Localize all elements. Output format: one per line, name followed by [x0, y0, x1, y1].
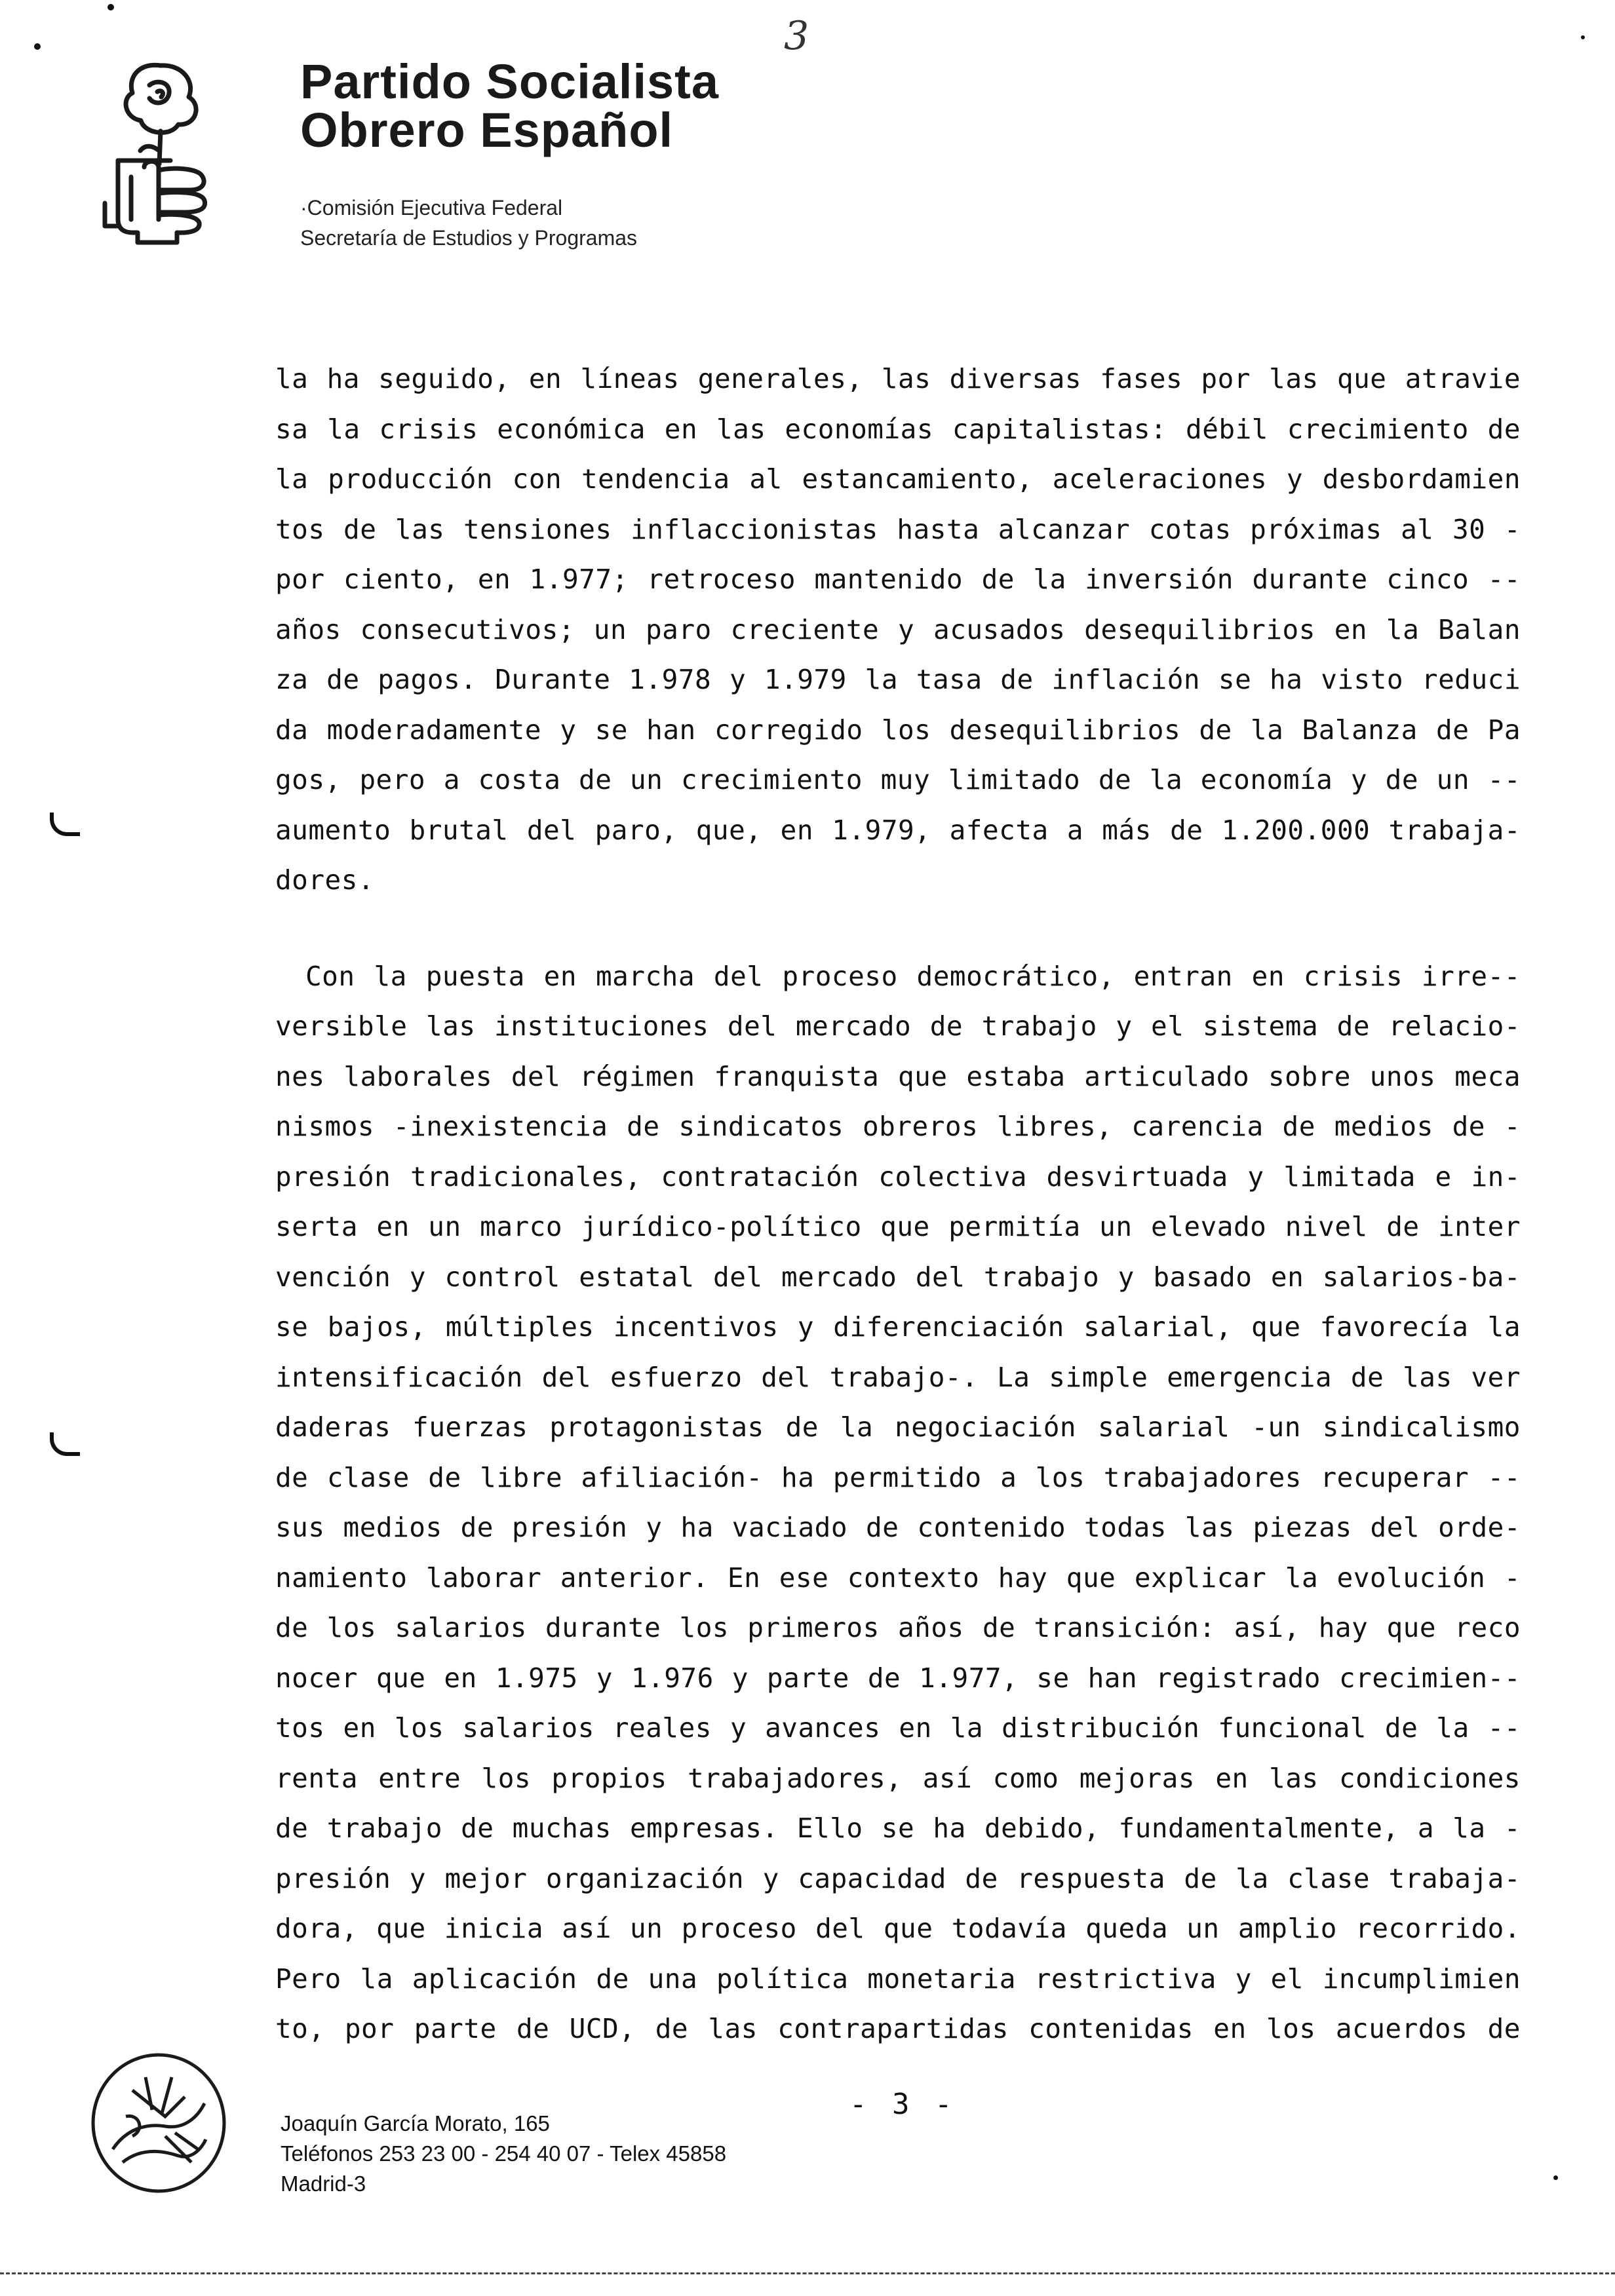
- seal-emblem-icon: [87, 2051, 231, 2195]
- department-block: [300, 193, 637, 253]
- text-line: dora, que inicia así un proceso del que todavía queda un amplio recorrido.: [275, 1913, 1521, 1944]
- text-line: de los salarios durante los primeros años de transición: así, hay que reco: [275, 1612, 1521, 1643]
- text-line: de clase de libre afiliación- ha permitido a los trabajadores recuperar --: [275, 1461, 1521, 1493]
- footer-address: [281, 2109, 726, 2199]
- text-line: to, por parte de UCD, de las contrapartidas contenidas en los acuerdos de: [275, 2013, 1521, 2044]
- text-line: la ha seguido, en líneas generales, las diversas fases por las que atravie: [275, 363, 1521, 394]
- department-line2: Secretaría de Estudios y Programas: [300, 226, 638, 250]
- text-line: se bajos, múltiples incentivos y diferenciación salarial, que favorecía la: [275, 1311, 1521, 1343]
- text-line: tos en los salarios reales y avances en la distribución funcional de la --: [275, 1712, 1521, 1744]
- text-line: presión y mejor organización y capacidad de respuesta de la clase trabaja-: [275, 1862, 1521, 1894]
- text-line: za de pagos. Durante 1.978 y 1.979 la tasa de inflación se ha visto reduci: [275, 664, 1521, 695]
- text-line: versible las instituciones del mercado de trabajo y el sistema de relacio-: [275, 1010, 1521, 1042]
- psoe-logo-icon: [92, 52, 229, 249]
- text-line: dores.: [275, 864, 375, 896]
- text-line: vención y control estatal del mercado del trabajo y basado en salarios-ba-: [275, 1261, 1521, 1293]
- handwritten-page-mark: 3: [784, 13, 809, 59]
- paragraph-2: [275, 951, 1521, 2054]
- paragraph-1: [275, 354, 1521, 906]
- stray-dot: [1581, 35, 1585, 39]
- address-line1: Joaquín García Morato, 165: [281, 2111, 550, 2135]
- page-number: - 3 -: [849, 2088, 956, 2121]
- text-line: presión tradicionales, contratación colectiva desvirtuada y limitada e in-: [275, 1160, 1521, 1193]
- text-line: aumento brutal del paro, que, en 1.979, afecta a más de 1.200.000 trabaja-: [275, 814, 1521, 846]
- margin-bracket-mark: [50, 813, 80, 836]
- text-line: Con la puesta en marcha del proceso democrático, entran en crisis irre--: [305, 960, 1521, 992]
- body-text: [275, 354, 1521, 2054]
- bottom-dashed-rule: [0, 2272, 1615, 2274]
- text-line: tos de las tensiones inflaccionistas hasta alcanzar cotas próximas al 30 -: [275, 513, 1521, 545]
- address-line3: Madrid-3: [281, 2172, 366, 2196]
- text-line: daderas fuerzas protagonistas de la negociación salarial -un sindicalismo: [275, 1411, 1521, 1443]
- party-name-line2: Obrero Español: [300, 103, 674, 157]
- stray-dot: [107, 4, 114, 10]
- party-name-line1: Partido Socialista: [300, 54, 719, 109]
- text-line: nismos -inexistencia de sindicatos obreros libres, carencia de medios de -: [275, 1111, 1521, 1142]
- party-name: [300, 54, 719, 157]
- text-line: da moderadamente y se han corregido los desequilibrios de la Balanza de Pa: [275, 714, 1521, 746]
- text-line: serta en un marco jurídico-político que permitía un elevado nivel de inter: [275, 1211, 1521, 1242]
- address-line2: Teléfonos 253 23 00 - 254 40 07 - Telex 45858: [281, 2141, 727, 2166]
- text-line: por ciento, en 1.977; retroceso mantenido de la inversión durante cinco --: [275, 564, 1521, 595]
- text-line: gos, pero a costa de un crecimiento muy limitado de la economía y de un --: [275, 764, 1521, 795]
- text-line: sus medios de presión y ha vaciado de contenido todas las piezas del orde-: [275, 1512, 1521, 1543]
- text-line: la producción con tendencia al estancamiento, aceleraciones y desbordamien: [275, 463, 1521, 495]
- department-line1: ·Comisión Ejecutiva Federal: [300, 196, 563, 220]
- stray-dot: [1553, 2175, 1558, 2180]
- text-line: renta entre los propios trabajadores, así como mejoras en las condiciones: [275, 1762, 1521, 1794]
- text-line: intensificación del esfuerzo del trabajo-. La simple emergencia de las ver: [275, 1361, 1521, 1393]
- text-line: años consecutivos; un paro creciente y acusados desequilibrios en la Balan: [275, 613, 1521, 645]
- text-line: namiento laborar anterior. En ese contexto hay que explicar la evolución -: [275, 1561, 1521, 1594]
- text-line: nocer que en 1.975 y 1.976 y parte de 1.977, se han registrado crecimien--: [275, 1662, 1521, 1694]
- text-line: de trabajo de muchas empresas. Ello se ha debido, fundamentalmente, a la -: [275, 1812, 1521, 1844]
- margin-bracket-mark: [50, 1432, 80, 1456]
- text-line: sa la crisis económica en las economías capitalistas: débil crecimiento de: [275, 413, 1521, 445]
- text-line: nes laborales del régimen franquista que estaba articulado sobre unos meca: [275, 1060, 1521, 1092]
- text-line: Pero la aplicación de una política monetaria restrictiva y el incumplimien: [275, 1962, 1521, 1995]
- stray-dot: [34, 43, 41, 50]
